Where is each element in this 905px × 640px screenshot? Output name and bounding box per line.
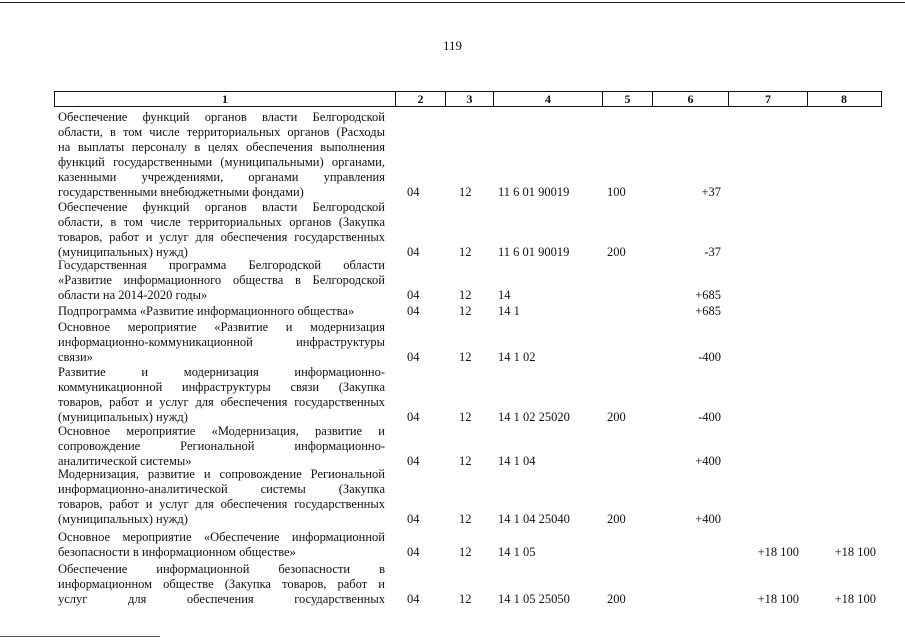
description-line: информационном обществе (Закупка товаров, работ и (58, 577, 385, 591)
description-line: казенными учреждениями, органами управления (58, 170, 385, 184)
row-description (58, 110, 385, 200)
cell-c2: 04 (407, 304, 420, 318)
top-rule (0, 2, 905, 3)
cell-c4: 14 1 04 25040 (498, 512, 570, 526)
cell-c3: 12 (459, 512, 472, 526)
cell-c2: 04 (407, 545, 420, 559)
description-line: Основное мероприятие «Модернизация, развитие и (58, 424, 385, 438)
description-line: (муниципальных) нужд) (58, 410, 188, 424)
cell-c4: 14 (498, 288, 511, 302)
cell-c7: +18 100 (757, 592, 799, 606)
cell-c6: +685 (695, 288, 721, 302)
cell-c6: +685 (695, 304, 721, 318)
cell-c3: 12 (459, 545, 472, 559)
cell-c6: -400 (698, 350, 721, 364)
cell-c6: +37 (701, 185, 721, 199)
cell-c4: 14 1 05 25050 (498, 592, 570, 606)
cell-c8: +18 100 (834, 592, 876, 606)
description-line: сопровождение Региональной информационно- (58, 439, 385, 453)
description-line: Государственная программа Белгородской области (58, 258, 385, 272)
description-line: Обеспечение функций органов власти Белгородской (58, 110, 385, 124)
header-col-4: 4 (493, 92, 602, 106)
cell-c4: 14 1 02 25020 (498, 410, 570, 424)
description-line: товаров, работ и услуг для обеспечения государственных (58, 230, 385, 244)
header-col-2: 2 (395, 92, 445, 106)
description-line: Основное мероприятие «Развитие и модернизация (58, 320, 385, 334)
cell-c2: 04 (407, 454, 420, 468)
cell-c8: +18 100 (834, 545, 876, 559)
description-line: связи» (58, 350, 93, 364)
description-line: «Развитие информационного общества в Белгородской (58, 273, 385, 287)
cell-c4: 14 1 05 (498, 545, 536, 559)
cell-c4: 11 6 01 90019 (498, 185, 570, 199)
bottom-rule (0, 636, 160, 637)
description-line: Основное мероприятие «Обеспечение информационной (58, 530, 385, 544)
description-line: Обеспечение функций органов власти Белгородской (58, 200, 385, 214)
row-description (58, 365, 385, 425)
description-line: информационно-аналитической системы (Закупка (58, 482, 385, 496)
cell-c5: 200 (607, 512, 626, 526)
cell-c2: 04 (407, 185, 420, 199)
description-line: коммуникационной инфраструктуры связи (Закупка (58, 380, 385, 394)
description-line: области, в том числе территориальных органов (Закупка (58, 215, 385, 229)
row-description (58, 200, 385, 260)
row-description (58, 304, 385, 319)
cell-c5: 100 (607, 185, 626, 199)
cell-c6: -37 (704, 245, 721, 259)
description-line: области, в том числе территориальных органов (Расходы (58, 125, 385, 139)
header-col-7: 7 (728, 92, 807, 106)
cell-c6: +400 (695, 454, 721, 468)
cell-c4: 14 1 (498, 304, 520, 318)
page-number: 119 (442, 38, 463, 53)
cell-c3: 12 (459, 288, 472, 302)
cell-c2: 04 (407, 350, 420, 364)
description-line: Модернизация, развитие и сопровождение Региональной (58, 467, 385, 481)
cell-c3: 12 (459, 304, 472, 318)
cell-c2: 04 (407, 245, 420, 259)
description-line: услуг для обеспечения государственных (58, 592, 385, 606)
cell-c3: 12 (459, 592, 472, 606)
description-line: Развитие и модернизация информационно- (58, 365, 385, 379)
table-header (54, 91, 882, 107)
cell-c7: +18 100 (757, 545, 799, 559)
description-line: государственными внебюджетными фондами) (58, 185, 304, 199)
cell-c4: 14 1 04 (498, 454, 536, 468)
description-line: товаров, работ и услуг для обеспечения государственных (58, 395, 385, 409)
header-col-5: 5 (602, 92, 652, 106)
description-line: аналитической системы» (58, 454, 192, 468)
header-col-3: 3 (445, 92, 493, 106)
row-description (58, 530, 385, 560)
cell-c5: 200 (607, 245, 626, 259)
cell-c6: -400 (698, 410, 721, 424)
description-line: товаров, работ и услуг для обеспечения государственных (58, 497, 385, 511)
cell-c5: 200 (607, 410, 626, 424)
row-description (58, 258, 385, 303)
description-line: Обеспечение информационной безопасности в (58, 562, 385, 576)
cell-c2: 04 (407, 512, 420, 526)
cell-c3: 12 (459, 185, 472, 199)
description-line: Подпрограмма «Развитие информационного общества» (58, 304, 355, 318)
row-description (58, 320, 385, 365)
cell-c2: 04 (407, 410, 420, 424)
description-line: области на 2014-2020 годы» (58, 288, 208, 302)
cell-c2: 04 (407, 592, 420, 606)
cell-c4: 14 1 02 (498, 350, 536, 364)
description-line: (муниципальных) нужд) (58, 245, 188, 259)
description-line: на выплаты персоналу в целях обеспечения выполнения (58, 140, 385, 154)
row-description (58, 424, 385, 469)
cell-c5: 200 (607, 592, 626, 606)
cell-c4: 11 6 01 90019 (498, 245, 570, 259)
cell-c3: 12 (459, 454, 472, 468)
description-line: информационно-коммуникационной инфраструктуры (58, 335, 385, 349)
description-line: функций государственными (муниципальными) органами, (58, 155, 385, 169)
header-col-8: 8 (807, 92, 880, 106)
cell-c3: 12 (459, 350, 472, 364)
cell-c6: +400 (695, 512, 721, 526)
description-line: безопасности в информационном обществе» (58, 545, 296, 559)
cell-c3: 12 (459, 410, 472, 424)
cell-c2: 04 (407, 288, 420, 302)
header-col-6: 6 (652, 92, 728, 106)
header-col-1: 1 (222, 92, 228, 106)
row-description (58, 467, 385, 527)
description-line: (муниципальных) нужд) (58, 512, 188, 526)
row-description (58, 562, 385, 607)
cell-c3: 12 (459, 245, 472, 259)
